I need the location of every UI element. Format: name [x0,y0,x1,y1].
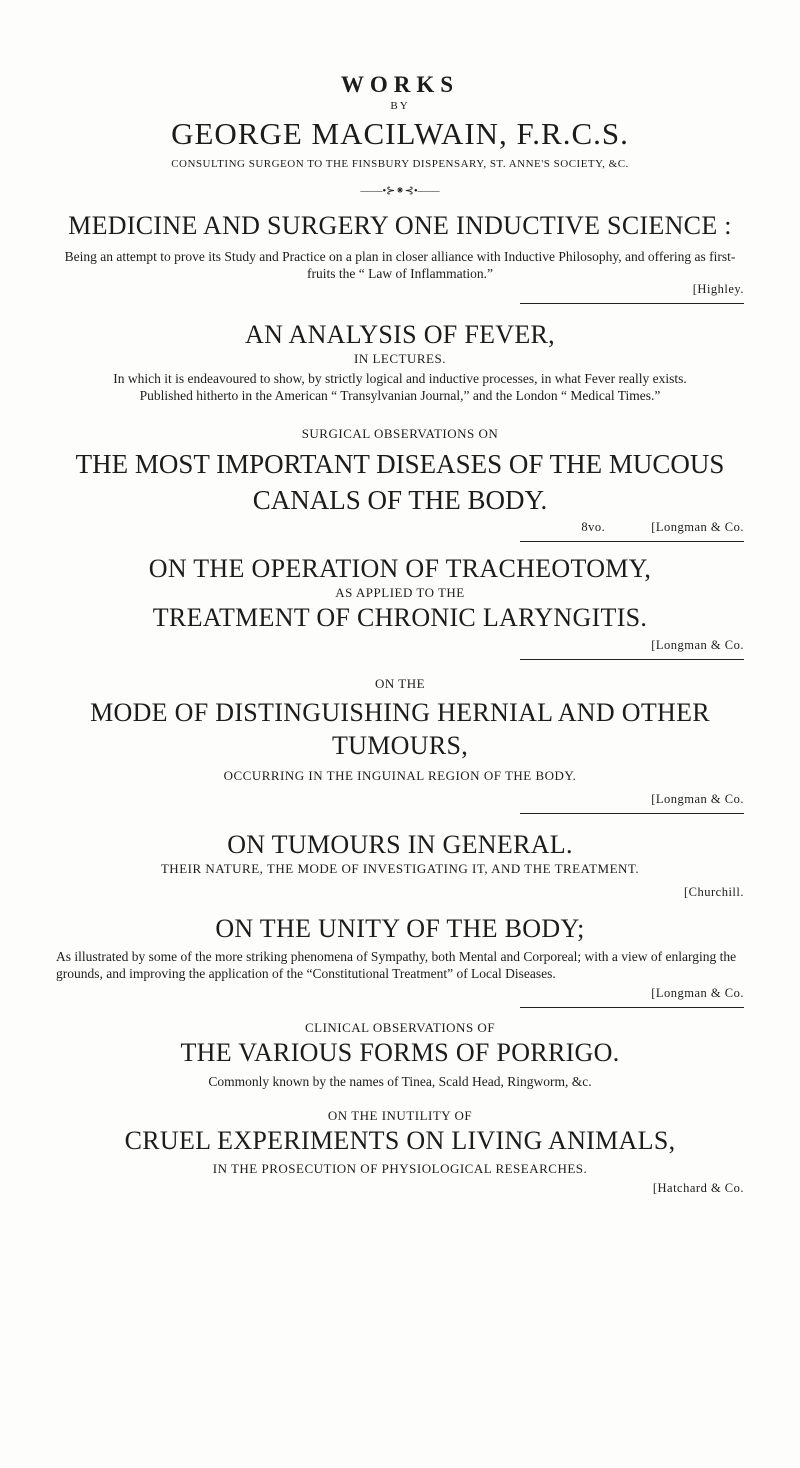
book-publisher: [Churchill. [683,885,744,899]
book-title: ON THE OPERATION OF TRACHEOTOMY, [148,554,652,583]
book-description: In which it is endeavoured to show, by strictly logical and inductive processes, in what Fever really exists. [113,371,687,386]
book-publisher-line [56,638,744,653]
book-entry [0,912,800,1008]
book-publisher: [Longman & Co. [651,792,744,806]
book-publisher-line [56,520,744,535]
book-publisher-line [56,792,744,807]
book-entry [0,1108,800,1196]
works-heading: WORKS [340,72,460,97]
book-publisher-line [56,282,744,297]
book-subtitle: AS APPLIED TO THE [335,585,465,600]
divider-rule [520,659,744,660]
book-subtitle: IN THE PROSECUTION OF PHYSIOLOGICAL RESEARCHES. [212,1161,588,1176]
book-publisher-line [56,885,744,900]
divider-rule [520,813,744,814]
book-title: THE MOST IMPORTANT DISEASES OF THE MUCOUS CANALS OF THE BODY. [75,449,725,515]
book-title: CRUEL EXPERIMENTS ON LIVING ANIMALS, [124,1126,676,1155]
book-advertisement-page [0,72,800,1468]
book-entry [0,676,800,814]
book-format: 8vo. [581,520,606,534]
book-title: THE VARIOUS FORMS OF PORRIGO. [180,1038,620,1067]
author-credentials: CONSULTING SURGEON TO THE FINSBURY DISPENSARY, ST. ANNE'S SOCIETY, &C. [171,158,629,170]
divider-rule [520,541,744,542]
book-description: Commonly known by the names of Tinea, Scald Head, Ringworm, &c. [208,1074,592,1089]
ornament-divider: ——•⊱⁕⊰•—— [360,185,440,197]
book-title: ON THE UNITY OF THE BODY; [215,914,585,943]
book-title: MEDICINE AND SURGERY ONE INDUCTIVE SCIENCE : [68,211,732,240]
book-entry [0,318,800,404]
book-subtitle: OCCURRING IN THE INGUINAL REGION OF THE BODY. [223,768,577,783]
book-publisher: [Longman & Co. [651,638,744,652]
divider-rule [520,303,744,304]
book-entry [0,209,800,304]
book-title: MODE OF DISTINGUISHING HERNIAL AND OTHER TUMOURS, [90,698,710,760]
book-subtitle: THEIR NATURE, THE MODE OF INVESTIGATING IT, AND THE TREATMENT. [160,861,640,876]
book-pretitle: CLINICAL OBSERVATIONS OF [304,1020,496,1035]
book-publisher: [Longman & Co. [651,520,744,534]
book-title: ON TUMOURS IN GENERAL. [227,830,573,859]
author-name: GEORGE MACILWAIN, F.R.C.S. [171,116,629,151]
book-publication-note: Published hitherto in the American “ Transylvanian Journal,” and the London “ Medical Times.” [139,388,661,403]
book-subtitle: IN LECTURES. [354,351,446,366]
book-publisher: [Longman & Co. [651,986,744,1000]
book-description: Being an attempt to prove its Study and Practice on a plan in closer alliance with Inductive Philosophy, and offering as first-fruits the “ Law of Inflammation.” [64,249,736,281]
book-publisher-line [56,1181,744,1196]
book-publisher: [Highley. [692,282,744,296]
book-entry [0,552,800,660]
book-title-continued: TREATMENT OF CHRONIC LARYNGITIS. [152,603,648,632]
divider-rule [520,1007,744,1008]
book-title: AN ANALYSIS OF FEVER, [245,320,555,349]
book-publisher: [Hatchard & Co. [652,1181,744,1195]
book-entry [0,828,800,900]
book-entry [0,426,800,542]
by-label: BY [390,100,410,112]
book-pretitle: ON THE INUTILITY OF [327,1108,473,1123]
book-description: As illustrated by some of the more striking phenomena of Sympathy, both Mental and Corporeal; with a view of enlarging the grounds, and improving the application of the “Constitutional Treatment” of Local Diseases. [56,949,737,981]
book-entry [0,1020,800,1090]
book-pretitle: ON THE [374,676,426,691]
book-pretitle: SURGICAL OBSERVATIONS ON [301,426,499,441]
book-publisher-line [56,986,744,1001]
